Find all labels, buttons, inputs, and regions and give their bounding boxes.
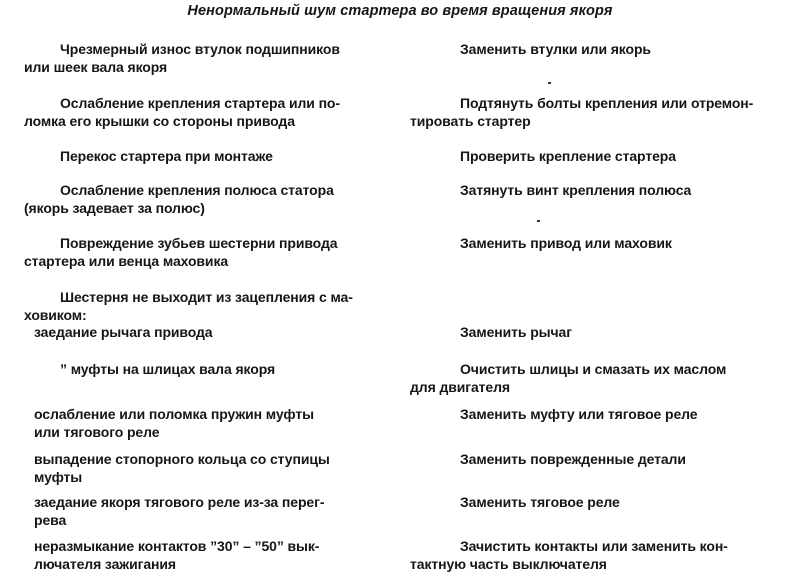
cause-1 [24, 94, 394, 130]
cause-4 [24, 234, 394, 270]
remedy-2-line-1: Проверить крепление стартера [460, 148, 676, 164]
remedy-9 [410, 450, 795, 468]
cause-3-line-1: Ослабление крепления полюса статора [60, 182, 334, 198]
cause-11-line-1: неразмыкание контактов ”30” – ”50” вык- [34, 538, 320, 554]
remedy-11-line-1: Зачистить контакты или заменить кон- [460, 538, 728, 554]
cause-5-line-2: ховиком: [24, 307, 87, 323]
remedy-4-line-1: Заменить привод или маховик [460, 235, 672, 251]
cause-0 [24, 40, 394, 76]
cause-11 [34, 537, 404, 573]
remedy-8 [410, 405, 795, 423]
cause-5 [24, 288, 394, 324]
remedy-11 [410, 537, 795, 573]
remedy-1-line-1: Подтянуть болты крепления или отремон- [460, 95, 754, 111]
cause-8 [34, 405, 404, 441]
remedy-9-line-1: Заменить поврежденные детали [460, 451, 686, 467]
cause-0-line-1: Чрезмерный износ втулок подшипников [60, 41, 340, 57]
cause-7 [24, 360, 394, 378]
cause-6-line-1: заедание рычага привода [34, 324, 213, 340]
cause-11-line-2: лючателя зажигания [34, 556, 176, 572]
scan-speck [548, 82, 551, 84]
cause-1-line-1: Ослабление крепления стартера или по- [60, 95, 340, 111]
cause-10 [34, 493, 404, 529]
cause-8-line-2: или тягового реле [34, 424, 160, 440]
cause-0-line-2: или шеек вала якоря [24, 59, 168, 75]
cause-4-line-2: стартера или венца маховика [24, 253, 229, 269]
cause-8-line-1: ослабление или поломка пружин муфты [34, 406, 314, 422]
cause-7-line-1: ” муфты на шлицах вала якоря [60, 361, 276, 377]
remedy-2 [410, 147, 795, 165]
cause-3-line-2: (якорь задевает за полюс) [24, 200, 205, 216]
remedy-1 [410, 94, 795, 130]
remedy-8-line-1: Заменить муфту или тяговое реле [460, 406, 698, 422]
remedy-3 [410, 181, 795, 199]
remedy-7-line-2: для двигателя [410, 379, 510, 395]
remedy-7-line-1: Очистить шлицы и смазать их маслом [460, 361, 727, 377]
cause-9 [34, 450, 404, 486]
cause-2 [24, 147, 394, 165]
remedy-1-line-2: тировать стартер [410, 113, 531, 129]
remedy-6 [410, 323, 795, 341]
remedy-0-line-1: Заменить втулки или якорь [460, 41, 651, 57]
remedy-7 [410, 360, 795, 396]
cause-6 [34, 323, 404, 341]
remedy-3-line-1: Затянуть винт крепления полюса [460, 182, 692, 198]
cause-4-line-1: Повреждение зубьев шестерни привода [60, 235, 338, 251]
cause-10-line-1: заедание якоря тягового реле из-за перег- [34, 494, 325, 510]
page-title: Ненормальный шум стартера во время вращения якоря [187, 3, 613, 19]
scan-speck [537, 220, 540, 222]
cause-5-line-1: Шестерня не выходит из зацепления с ма- [60, 289, 353, 305]
cause-1-line-2: ломка его крышки со стороны привода [24, 113, 295, 129]
remedy-10-line-1: Заменить тяговое реле [460, 494, 620, 510]
remedy-4 [410, 234, 795, 252]
remedy-10 [410, 493, 795, 511]
cause-3 [24, 181, 394, 217]
remedy-0 [410, 40, 795, 58]
cause-2-line-1: Перекос стартера при монтаже [60, 148, 273, 164]
cause-9-line-1: выпадение стопорного кольца со ступицы [34, 451, 330, 467]
remedy-6-line-1: Заменить рычаг [460, 324, 572, 340]
cause-9-line-2: муфты [34, 469, 83, 485]
cause-10-line-2: рева [34, 512, 67, 528]
remedy-11-line-2: тактную часть выключателя [410, 556, 607, 572]
